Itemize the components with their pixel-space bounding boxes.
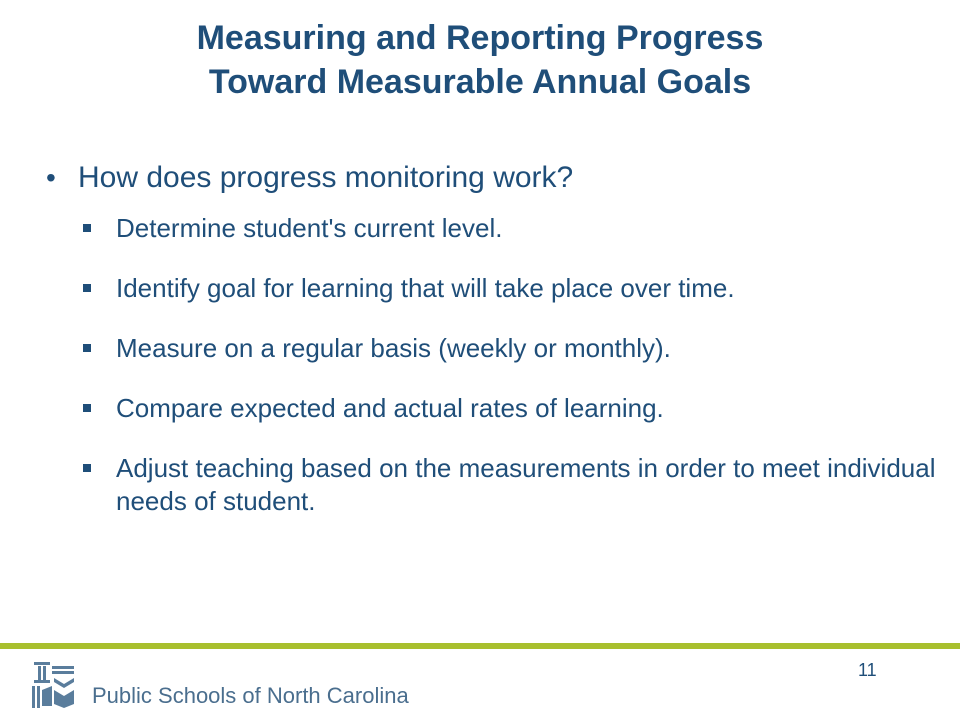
square-bullet-icon <box>83 224 91 232</box>
organization-name: Public Schools of North Carolina <box>92 683 409 708</box>
slide-title-line-2: Toward Measurable Annual Goals <box>208 63 752 101</box>
slide-title-line-1: Measuring and Reporting Progress <box>196 19 764 57</box>
slide-title <box>0 16 960 104</box>
logo-graphic <box>28 660 84 714</box>
sub-bullet-text: Identify goal for learning that will take place over time. <box>116 273 735 303</box>
sub-bullet-item <box>46 332 951 365</box>
sub-bullet-text: Measure on a regular basis (weekly or monthly). <box>116 333 671 363</box>
sub-bullet-item <box>46 272 951 305</box>
school-building-logo-icon <box>28 660 84 714</box>
square-bullet-icon <box>83 344 91 352</box>
sub-bullet-item <box>46 212 951 245</box>
sub-bullet-text: Adjust teaching based on the measurements in order to meet individual needs of student. <box>116 453 936 516</box>
main-bullet <box>46 160 951 196</box>
sub-bullet-item <box>46 452 951 518</box>
main-bullet-text: How does progress monitoring work? <box>78 161 574 194</box>
sub-bullet-item <box>46 392 951 425</box>
footer-divider <box>0 643 960 649</box>
square-bullet-icon <box>83 284 91 292</box>
square-bullet-icon <box>83 464 91 472</box>
slide-body <box>46 160 951 545</box>
square-bullet-icon <box>83 404 91 412</box>
sub-bullet-text: Compare expected and actual rates of learning. <box>116 393 664 423</box>
bullet-dot-icon: • <box>46 162 56 193</box>
sub-bullet-list <box>46 212 951 518</box>
sub-bullet-text: Determine student's current level. <box>116 213 503 243</box>
page-number: 11 <box>858 660 877 680</box>
